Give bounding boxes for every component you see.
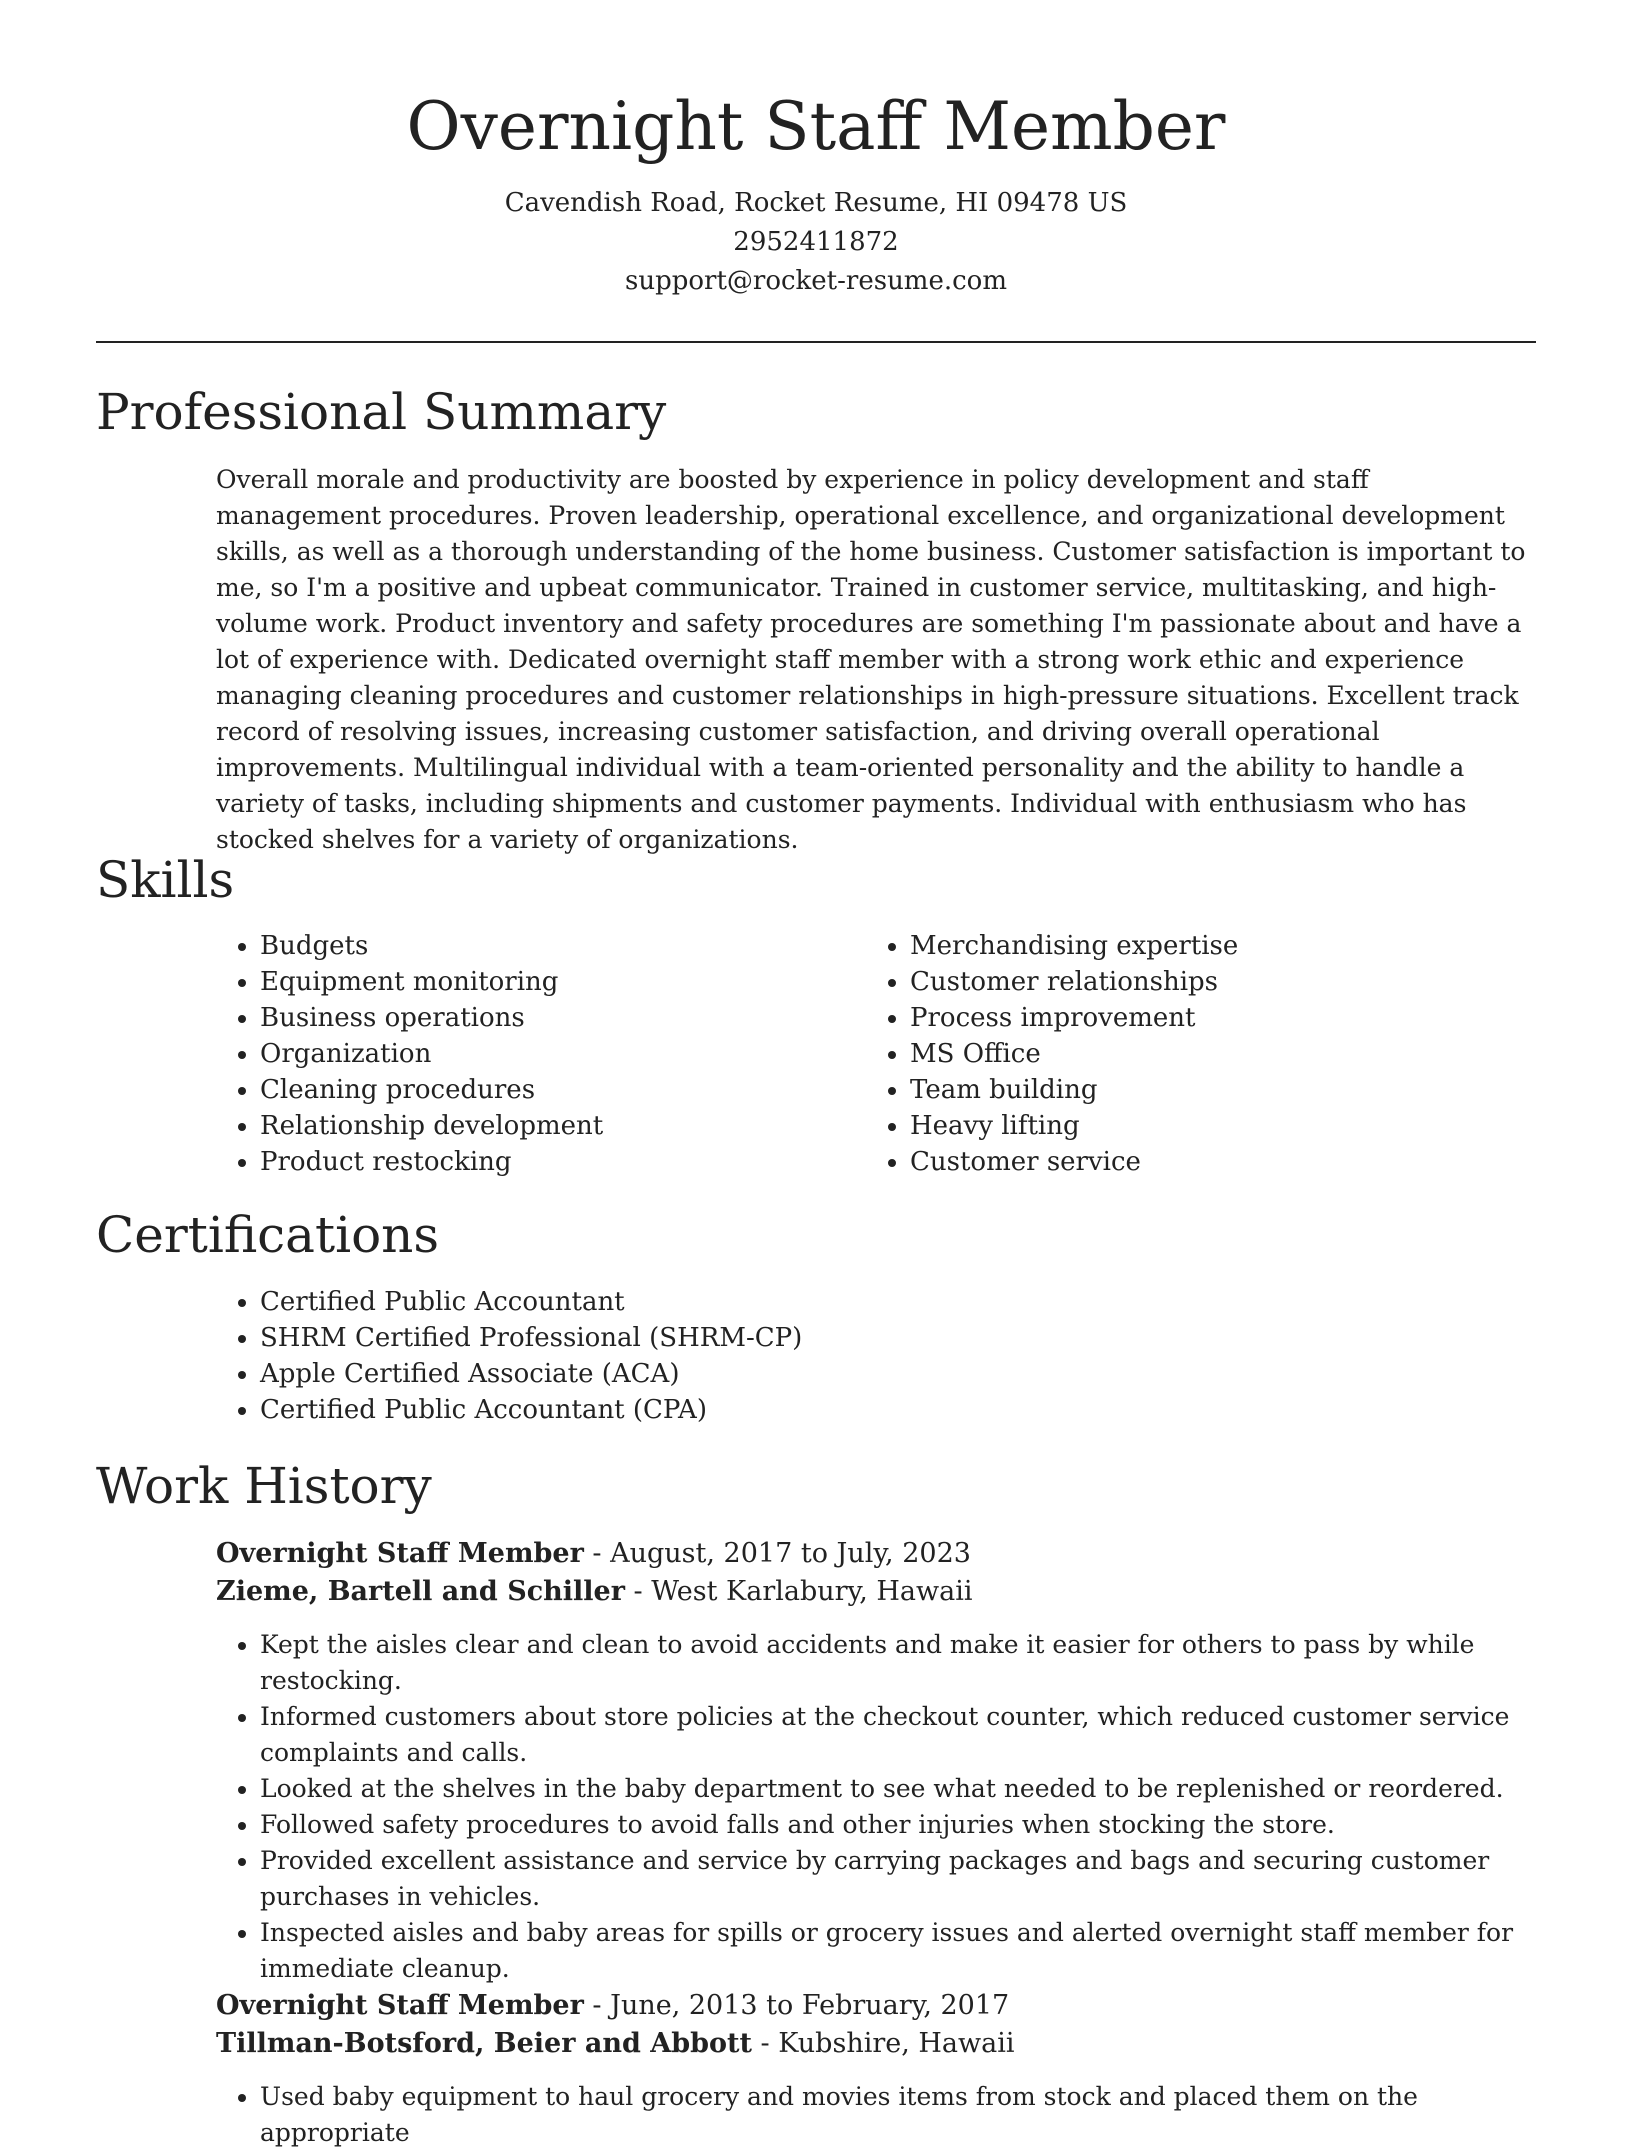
certification-item: • Certified Public Accountant xyxy=(260,1284,1560,1320)
job-title-line xyxy=(216,1987,1536,2025)
job-bullets xyxy=(216,2079,1536,2151)
job-entry xyxy=(216,1535,1536,1987)
skill-item: • Process improvement xyxy=(910,1000,1510,1036)
resume-header xyxy=(0,82,1632,301)
candidate-name: Overnight Staff Member xyxy=(406,88,1226,165)
job-bullet: • Followed safety procedures to avoid falls and other injuries when stocking the store. xyxy=(260,1807,1536,1843)
job-company-line xyxy=(216,1573,1536,1611)
skill-item: • Merchandising expertise xyxy=(910,928,1510,964)
skill-item: • Customer service xyxy=(910,1144,1510,1180)
job-bullets xyxy=(216,1627,1536,1987)
skill-item: • Cleaning procedures xyxy=(260,1072,860,1108)
job-company: Tillman-Botsford, Beier and Abbott xyxy=(216,2028,752,2059)
certifications-heading: Certifications xyxy=(96,1206,440,1264)
summary-heading: Professional Summary xyxy=(96,383,667,441)
contact-block xyxy=(0,184,1632,301)
certification-item: • SHRM Certified Professional (SHRM-CP) xyxy=(260,1320,1560,1356)
job-company-line xyxy=(216,2025,1536,2063)
job-dates: - August, 2017 to July, 2023 xyxy=(583,1538,971,1569)
job-location: - Kubshire, Hawaii xyxy=(751,2028,1015,2059)
job-bullet: • Informed customers about store policies at the checkout counter, which reduced customer service complaints and calls. xyxy=(260,1699,1536,1771)
certifications-list xyxy=(216,1284,1560,1428)
certification-item: • Apple Certified Associate (ACA) xyxy=(260,1356,1560,1392)
job-bullet: • Kept the aisles clear and clean to avoid accidents and make it easier for others to pass by while restocking. xyxy=(260,1627,1536,1699)
job-company: Zieme, Bartell and Schiller xyxy=(216,1576,625,1607)
job-entry xyxy=(216,1987,1536,2151)
skill-item: • Budgets xyxy=(260,928,860,964)
skill-item: • Team building xyxy=(910,1072,1510,1108)
phone: 2952411872 xyxy=(733,227,899,257)
header-divider xyxy=(96,341,1536,343)
job-bullet: • Looked at the shelves in the baby department to see what needed to be replenished or reordered. xyxy=(260,1771,1536,1807)
job-role: Overnight Staff Member xyxy=(216,1990,584,2021)
skill-item: • Organization xyxy=(260,1036,860,1072)
skills-list-left xyxy=(216,928,860,1180)
job-bullet: • Used baby equipment to haul grocery and movies items from stock and placed them on the appropriate xyxy=(260,2079,1536,2151)
skills-list-right xyxy=(866,928,1510,1180)
address: Cavendish Road, Rocket Resume, HI 09478 US xyxy=(504,188,1128,218)
skills-heading: Skills xyxy=(96,851,235,909)
summary-text: Overall morale and productivity are boosted by experience in policy development and staff management procedures. Proven leadership, operational excellence, and organizational development skills, as well as a thorough understanding of the home business. Customer satisfaction is important to me, so I'm a positive and upbeat communicator. Trained in customer service, multitasking, and high-volume work. Product inventory and safety procedures are something I'm passionate about and have a lot of experience with. Dedicated overnight staff member with a strong work ethic and experience managing cleaning procedures and customer relationships in high-pressure situations. Excellent track record of resolving issues, increasing customer satisfaction, and driving overall operational improvements. Multilingual individual with a team-oriented personality and the ability to handle a variety of tasks, including shipments and customer payments. Individual with enthusiasm who has stocked shelves for a variety of organizations. xyxy=(216,465,1526,854)
job-title-line xyxy=(216,1535,1536,1573)
job-dates: - June, 2013 to February, 2017 xyxy=(583,1990,1010,2021)
skill-item: • MS Office xyxy=(910,1036,1510,1072)
job-bullet: • Provided excellent assistance and service by carrying packages and bags and securing customer purchases in vehicles. xyxy=(260,1843,1536,1915)
certification-item: • Certified Public Accountant (CPA) xyxy=(260,1392,1560,1428)
skill-item: • Heavy lifting xyxy=(910,1108,1510,1144)
skill-item: • Relationship development xyxy=(260,1108,860,1144)
job-bullet: • Inspected aisles and baby areas for spills or grocery issues and alerted overnight staff member for immediate cleanup. xyxy=(260,1915,1536,1987)
job-role: Overnight Staff Member xyxy=(216,1538,584,1569)
job-location: - West Karlabury, Hawaii xyxy=(624,1576,973,1607)
skill-item: • Customer relationships xyxy=(910,964,1510,1000)
skill-item: • Product restocking xyxy=(260,1144,860,1180)
email: support@rocket-resume.com xyxy=(624,266,1007,296)
work-history-heading: Work History xyxy=(96,1457,432,1515)
skill-item: • Equipment monitoring xyxy=(260,964,860,1000)
skill-item: • Business operations xyxy=(260,1000,860,1036)
